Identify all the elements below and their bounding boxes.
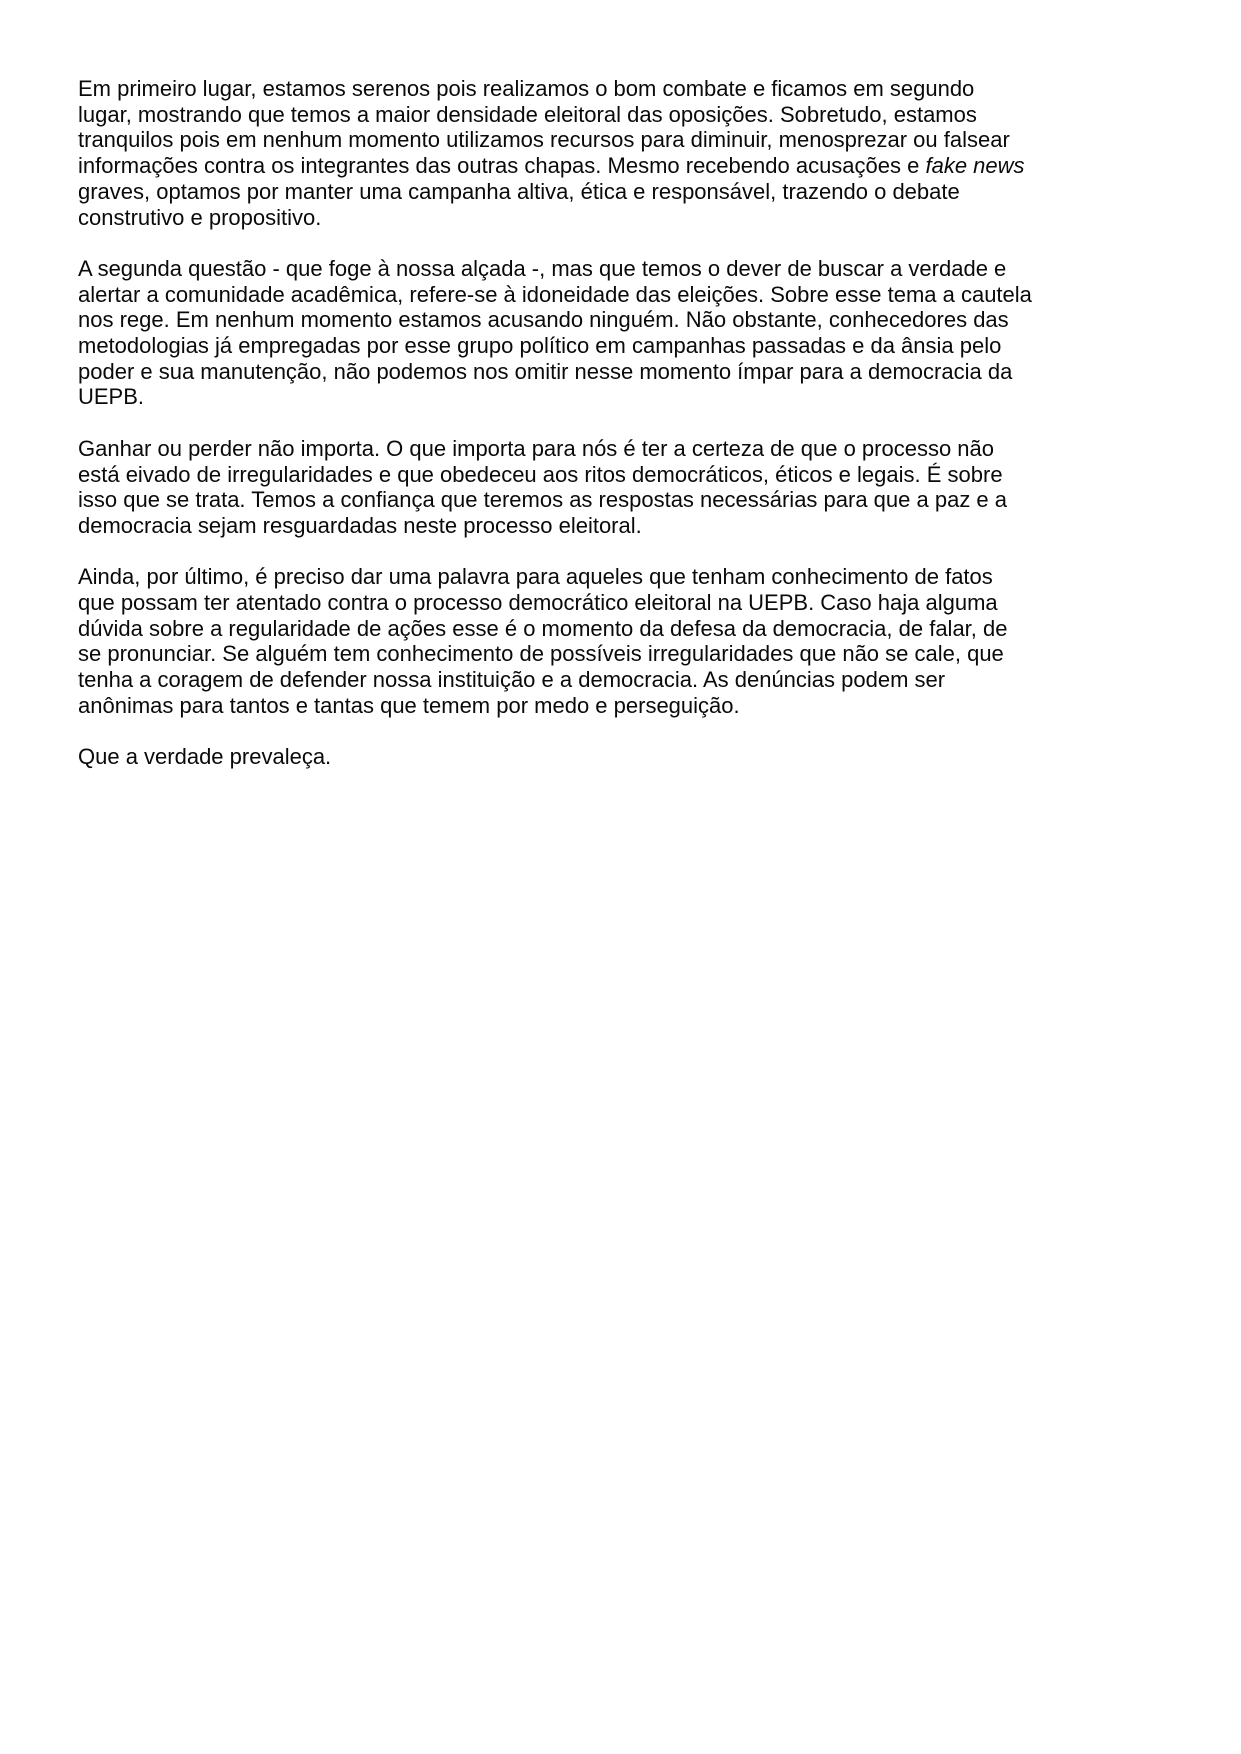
- text-line: tenha a coragem de defender nossa instituição e a democracia. As denúncias podem ser: [78, 667, 946, 693]
- text-segment: informações contra os integrantes das outras chapas. Mesmo recebendo acusações e: [78, 153, 926, 179]
- text-line: se pronunciar. Se alguém tem conhecimento de possíveis irregularidades que não se cale, que: [78, 641, 1004, 667]
- text-line: está eivado de irregularidades e que obedeceu aos ritos democráticos, éticos e legais. É sobre: [78, 461, 1003, 487]
- text-line: democracia sejam resguardadas neste processo eleitoral.: [78, 512, 642, 538]
- text-line: poder e sua manutenção, não podemos nos omitir nesse momento ímpar para a democracia da: [78, 358, 1013, 384]
- closing-line: Que a verdade prevaleça.: [78, 744, 332, 770]
- text-line: UEPB.: [78, 384, 145, 410]
- text-line: tranquilos pois em nenhum momento utilizamos recursos para diminuir, menosprezar ou falsear: [78, 127, 1010, 153]
- text-line: anônimas para tantos e tantas que temem por medo e perseguição.: [78, 692, 740, 718]
- text-line: Ganhar ou perder não importa. O que importa para nós é ter a certeza de que o processo não: [78, 435, 994, 461]
- paragraph-closing: [78, 744, 1188, 770]
- text-line: lugar, mostrando que temos a maior densidade eleitoral das oposições. Sobretudo, estamos: [78, 101, 977, 127]
- text-line: dúvida sobre a regularidade de ações esse é o momento da defesa da democracia, de falar, de: [78, 615, 1008, 641]
- text-line: A segunda questão - que foge à nossa alçada -, mas que temos o dever de buscar a verdade e: [78, 255, 1007, 281]
- text-line: nos rege. Em nenhum momento estamos acusando ninguém. Não obstante, conhecedores das: [78, 307, 1009, 333]
- text-line: [78, 153, 1188, 179]
- text-line: que possam ter atentado contra o processo democrático eleitoral na UEPB. Caso haja alguma: [78, 590, 998, 616]
- document-page: [78, 76, 1188, 796]
- paragraph-election-integrity: [78, 256, 1188, 410]
- text-line: alertar a comunidade acadêmica, refere-se à idoneidade das eleições. Sobre esse tema a cautela: [78, 281, 1032, 307]
- text-line: Em primeiro lugar, estamos serenos pois realizamos o bom combate e ficamos em segundo: [78, 76, 975, 101]
- text-line: metodologias já empregadas por esse grupo político em campanhas passadas e da ânsia pelo: [78, 333, 1002, 359]
- text-line: Ainda, por último, é preciso dar uma palavra para aqueles que tenham conhecimento de fatos: [78, 564, 993, 590]
- text-line: graves, optamos por manter uma campanha altiva, ética e responsável, trazendo o debate: [78, 178, 960, 204]
- paragraph-serenity: [78, 76, 1188, 230]
- text-line: isso que se trata. Temos a confiança que teremos as respostas necessárias para que a paz e a: [78, 487, 1008, 513]
- text-line: construtivo e propositivo.: [78, 204, 322, 230]
- paragraph-call-to-report: [78, 564, 1188, 718]
- emphasis-fake-news: fake news: [925, 153, 1025, 179]
- paragraph-win-or-lose: [78, 436, 1188, 539]
